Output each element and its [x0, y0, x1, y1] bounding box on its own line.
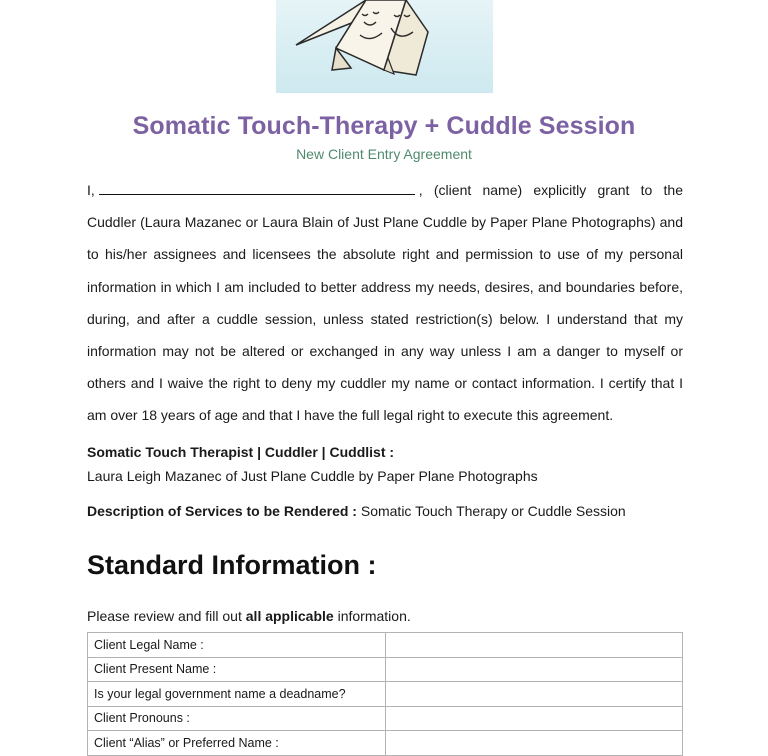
row-label: Client Legal Name : [88, 633, 386, 658]
row-label: Is your legal government name a deadname? [88, 682, 386, 707]
instruction-post: information. [337, 608, 411, 624]
paper-plane-icon [276, 0, 493, 93]
agreement-body: , (client name) explicitly grant to the Cuddler (Laura Mazanec or Laura Blain of Just Plane Cuddle by Paper Plane Photographs) and to his/her assignees and licensees the absolute right and permission to use of my personal information in which I am included to better address my needs, desires, and boundaries before, during, and after a cuddle session, unless stated restriction(s) below. I understand that my information may not be altered or exchanged in any way unless I am a danger to myself or others and I waive the right to deny my cuddler my name or contact information. I certify that I am over 18 years of age and that I have the full legal right to execute this agreement. [87, 182, 683, 424]
table-row [88, 682, 683, 707]
page-subtitle: New Client Entry Agreement [296, 146, 472, 162]
row-value-field[interactable] [385, 657, 682, 682]
row-value-field[interactable] [385, 633, 682, 658]
table-row [88, 633, 683, 658]
services-line [87, 503, 626, 519]
table-row [88, 706, 683, 731]
row-value-field[interactable] [385, 682, 682, 707]
standard-info-table [87, 632, 683, 756]
agreement-paragraph [87, 174, 683, 432]
row-label: Client Present Name : [88, 657, 386, 682]
therapist-name: Laura Leigh Mazanec of Just Plane Cuddle by Paper Plane Photographs [87, 468, 538, 484]
row-label: Client Pronouns : [88, 706, 386, 731]
row-label: Client “Alias” or Preferred Name : [88, 731, 386, 756]
row-value-field[interactable] [385, 731, 682, 756]
therapist-label: Somatic Touch Therapist | Cuddler | Cuddlist : [87, 444, 395, 460]
services-label: Description of Services to be Rendered : [87, 503, 357, 519]
client-name-blank[interactable] [99, 180, 415, 195]
agreement-prefix: I, [87, 182, 95, 198]
instruction-bold: all applicable [245, 608, 334, 624]
page-title: Somatic Touch-Therapy + Cuddle Session [132, 112, 636, 140]
row-value-field[interactable] [385, 706, 682, 731]
standard-info-heading: Standard Information : [87, 550, 377, 580]
instruction-pre: Please review and fill out [87, 608, 242, 624]
standard-info-instruction [87, 608, 411, 624]
table-row [88, 657, 683, 682]
table-row [88, 731, 683, 756]
services-value: Somatic Touch Therapy or Cuddle Session [360, 503, 626, 519]
paper-plane-logo [276, 0, 493, 93]
